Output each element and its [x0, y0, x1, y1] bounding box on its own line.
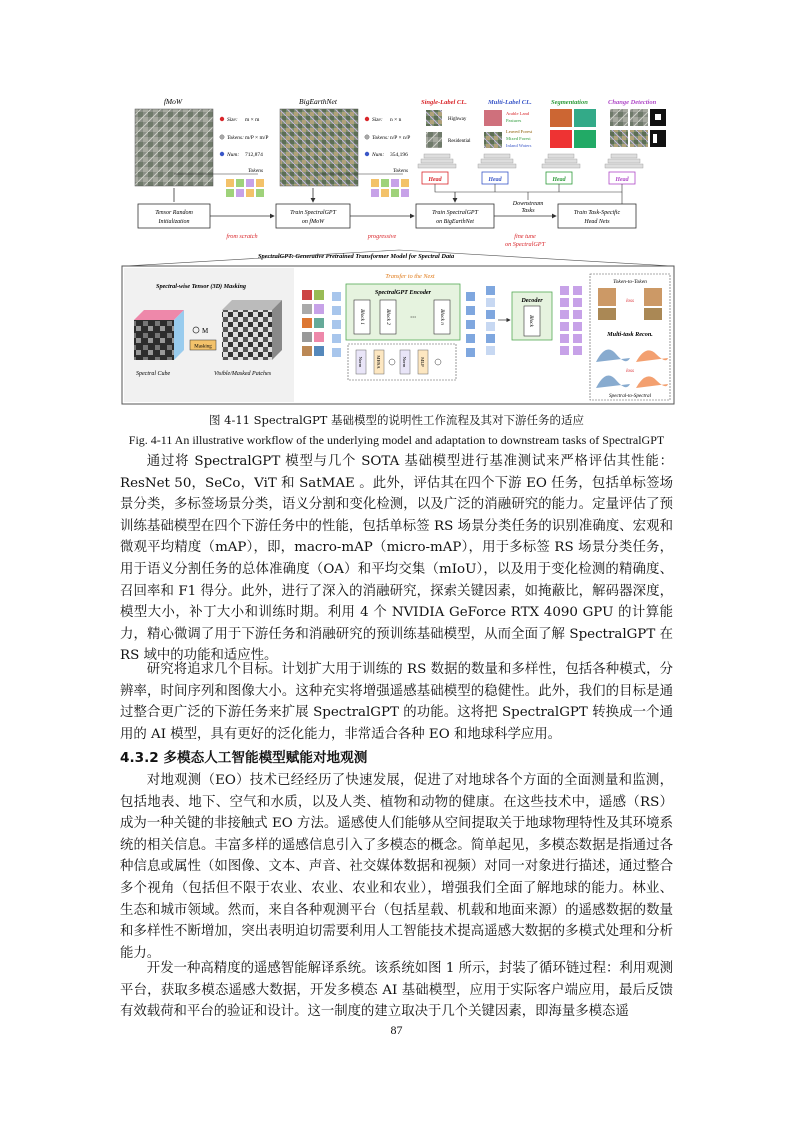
pipeline-box-init: [138, 204, 210, 228]
fmow-mosaic: [135, 109, 213, 186]
bigearthnet-stats: [365, 117, 411, 158]
label-from-scratch: from scratch: [226, 233, 258, 240]
svg-text:MHSA: MHSA: [376, 355, 381, 369]
svg-text:···: ···: [410, 313, 416, 322]
pipeline-box-heads: [558, 204, 636, 228]
svg-text:Norm: Norm: [358, 356, 363, 368]
token-grid-fmow: [226, 179, 264, 197]
label-masking: Masking: [194, 344, 212, 350]
figure-caption-en: Fig. 4-11 An illustrative workflow of the underlying model and adaptation to downstream tasks of SpectralGPT: [128, 433, 665, 447]
svg-text:Multi-Label CL.: Multi-Label CL.: [488, 99, 532, 106]
svg-text:Block 2: Block 2: [385, 309, 391, 325]
svg-text:Inland Waters: Inland Waters: [506, 143, 532, 148]
svg-text:Mixed Forest: Mixed Forest: [506, 136, 531, 141]
label-decoder-block: Block: [528, 315, 534, 327]
paragraph-goals: 研究将追求几个目标。计划扩大用于训练的 RS 数据的数量和多样性，包括各种模式，分辨率，时间序列和图像大小。这种充实将增强遥感基础模型的稳健性。此外，我们的目标是通过整合更广泛的下游任务来扩展 SpectralGPT 的功能。这将把 SpectralGPT 转换成一个通用的 AI 模型，具有更好的泛化能力，非常适合各种 EO 和地球科学应用。: [120, 662, 673, 742]
svg-text:712,874: 712,874: [245, 152, 263, 158]
svg-text:Head: Head: [488, 177, 502, 183]
svg-text:Block 1: Block 1: [359, 309, 365, 325]
task-thumb-multi1: [484, 110, 502, 126]
fmow-stats: [220, 117, 269, 158]
svg-text:Head: Head: [428, 177, 442, 183]
task-thumb-residential: [426, 132, 442, 148]
svg-text:Size:: Size:: [372, 117, 383, 123]
svg-text:n × n: n × n: [390, 117, 402, 123]
masked-cube: [222, 300, 282, 360]
label-m: M: [202, 327, 209, 335]
bigearthnet-title: BigEarthNet: [299, 97, 337, 106]
label-on-spectralgpt: on SpectralGPT: [504, 241, 546, 248]
svg-text:Train SpectralGPT: Train SpectralGPT: [290, 210, 336, 216]
svg-text:Train Task-Specific: Train Task-Specific: [573, 210, 621, 216]
svg-text:on fMoW: on fMoW: [301, 219, 325, 225]
svg-text:Segmentation: Segmentation: [551, 99, 588, 106]
label-spectral-cube: Spectral Cube: [136, 371, 171, 377]
svg-text:Change Detection: Change Detection: [608, 99, 657, 106]
label-encoder: SpectralGPT Encoder: [374, 289, 432, 296]
svg-text:Head Nets: Head Nets: [584, 219, 610, 225]
figure-caption-cn: 图 4-11 SpectralGPT 基础模型的说明性工作流程及其对下游任务的适应: [208, 413, 585, 427]
svg-text:Pastures: Pastures: [506, 118, 522, 123]
svg-text:354,196: 354,196: [390, 152, 408, 158]
label-token-to-token: Token-to-Token: [613, 279, 647, 285]
paragraph-earth-observation: 对地观测（EO）技术已经经历了快速发展，促进了对地球各个方面的全面测量和监测，包括地表、地下、空气和水质，以及人类、植物和动物的健康。在这些技术中，遥感（RS）成为一种关键的非接触式 EO 方法。遥感使人们能够从空间提取关于地球物理特性及其环境系统的相关信息。丰富多样的遥感信息引入了多模态的概念。简单起见，多模态数据是指通过各种信息或属性（如图像、文本、声音、社交媒体数据和视频）对同一对象进行描述，通过整合多个视角（包括但不限于农业、农业、农业和农业），增强我们全面了解地球的能力。林业、生态和城市领域。然而，来自各种观测平台（包括星载、机载和地面来源）的遥感数据的数量和多样性不断增加，突出表明迫切需要利用人工智能技术提高遥感大数据的多模式处理和分析能力。: [120, 773, 673, 961]
svg-text:m/P × m/P: m/P × m/P: [245, 135, 269, 141]
task-heads: [422, 172, 635, 184]
svg-text:Tensor Random: Tensor Random: [155, 210, 193, 216]
fmow-title: fMoW: [163, 97, 183, 106]
task-thumb-highway: [426, 110, 442, 126]
head-pyramids: [418, 154, 643, 168]
svg-text:Size:: Size:: [227, 117, 238, 123]
label-decoder: Decoder: [521, 297, 543, 304]
svg-text:m × m: m × m: [245, 117, 260, 123]
paragraph-evaluation: 通过将 SpectralGPT 模型与几个 SOTA 基础模型进行基准测试来严格评估其性能：ResNet 50，SeCo，ViT 和 SatMAE 。此外，评估其在四个下游 EO 任务，包括单标签场景分类，多标签场景分类，语义分割和变化检测，以及广泛的消融研究的能力。定量评估了预训练基础模型在四个下游任务中的性能，包括单标签 RS 场景分类任务的识别准确度、宏观和微观平均精度（mAP），即，macro-mAP（micro-mAP），用于多标签 RS 场景分类任务，用于语义分割任务的总体准确度（OA）和平均交集（mIoU），以及用于变化检测的精确度、召回率和 F1 得分。此外，进行了深入的消融研究，探索关键因素，如掩蔽比，解码器深度，模型大小，补丁大小和训练时期。利用 4 个 NVIDIA GeForce RTX 4090 GPU 的计算能力，精心微调了用于下游任务和消融研究的预训练基础模型，从而全面了解 SpectralGPT 在 RS 域中的功能和适应性。: [120, 454, 673, 664]
label-residential: Residential: [448, 139, 471, 144]
figure-subtitle: SpectralGPT: Generative Pretrained Transformer Model for Spectral Data: [258, 253, 455, 260]
pipeline-box-fmow: [276, 204, 350, 228]
pipeline-box-bigearthnet: [416, 204, 494, 228]
label-spectral-to-spectral: Spectral-to-Spectral: [608, 393, 652, 399]
label-visible-masked: Visible/Masked Patches: [214, 371, 272, 377]
label-fine-tune: fine tune: [514, 233, 536, 240]
paragraph-system: 开发一种高精度的遥感智能解译系统。该系统如图 1 所示，封装了循环链过程：利用观测平台，获取多模态遥感大数据，开发多模态 AI 基础模型，应用于实际客户端应用，最后反馈有效载荷和平台的验证和设计。这一制度的建立取决于几个关键因素，即海量多模态遥: [120, 961, 673, 1020]
svg-text:Train SpectralGPT: Train SpectralGPT: [432, 210, 478, 216]
figure-spectralgpt-workflow: [118, 92, 680, 408]
svg-text:Leaved Forest: Leaved Forest: [506, 129, 533, 134]
change-detection-thumbs: [610, 109, 666, 147]
svg-text:n/P × n/P: n/P × n/P: [390, 135, 411, 141]
svg-text:Num:: Num:: [372, 152, 385, 158]
token-grid-bigearthnet: [371, 179, 409, 197]
spectral-cube: [134, 310, 184, 360]
svg-text:Head: Head: [615, 177, 629, 183]
svg-text:Arable Land: Arable Land: [506, 111, 530, 116]
bigearthnet-mosaic: [280, 109, 358, 186]
label-downstream: Downstream: [512, 201, 544, 207]
page-number: 87: [390, 1023, 403, 1037]
task-thumb-multi2: [484, 132, 502, 148]
multi-label-list: [506, 111, 533, 148]
task-titles: [421, 99, 657, 106]
label-tasks: Tasks: [521, 208, 535, 214]
svg-text:Tokens: Tokens: [248, 168, 264, 174]
svg-text:on BigEarthNet: on BigEarthNet: [436, 219, 474, 225]
svg-text:Block n: Block n: [439, 309, 445, 325]
svg-text:Tokens: Tokens: [393, 168, 409, 174]
label-progressive: progressive: [367, 233, 397, 240]
svg-text:Tokens:: Tokens:: [227, 135, 244, 141]
label-loss-2: loss: [626, 369, 634, 374]
svg-text:Single-Label CL.: Single-Label CL.: [421, 99, 467, 106]
label-loss-1: loss: [626, 299, 634, 304]
svg-text:Num:: Num:: [227, 152, 240, 158]
segmentation-thumbs: [550, 109, 596, 148]
svg-text:MLP: MLP: [420, 357, 425, 367]
masking-title: Spectral-wise Tensor (3D) Masking: [156, 283, 247, 290]
label-highway: Highway: [448, 117, 467, 122]
svg-text:Tokens:: Tokens:: [372, 135, 389, 141]
label-multitask: Multi-task Recon.: [607, 331, 653, 338]
svg-text:Head: Head: [552, 177, 566, 183]
label-transfer: Transfer to the Next: [385, 273, 435, 280]
svg-text:Norm: Norm: [402, 356, 407, 368]
section-heading: 4.3.2 多模态人工智能模型赋能对地观测: [120, 750, 368, 766]
svg-text:Initialization: Initialization: [158, 219, 190, 225]
